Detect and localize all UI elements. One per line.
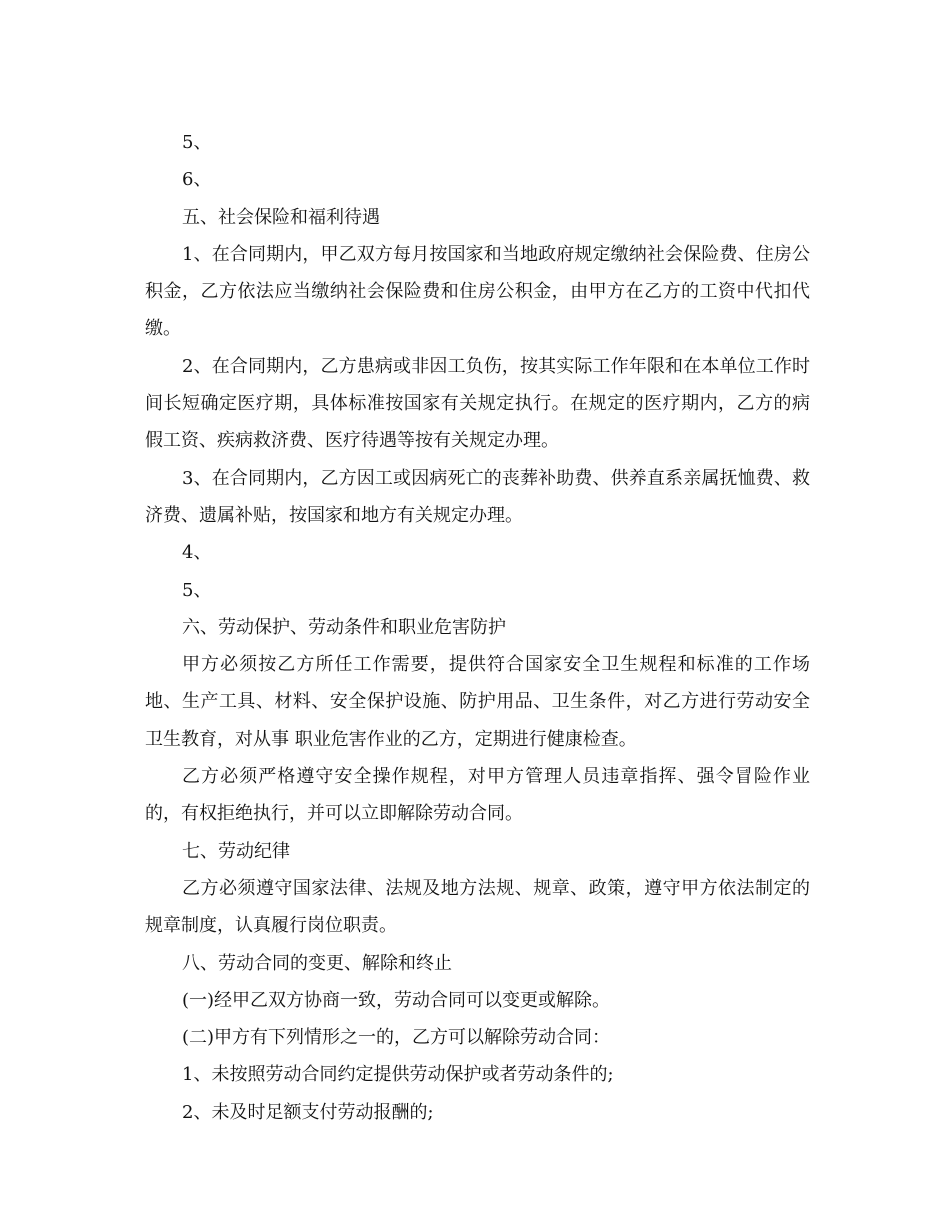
clause-mutual-agreement: (一)经甲乙双方协商一致，劳动合同可以变更或解除。 — [182, 989, 611, 1011]
clause-employee-termination-rights: (二)甲方有下列情形之一的，乙方可以解除劳动合同： — [182, 1027, 611, 1049]
clause-death-benefits: 3、在合同期内，乙方因工或因病死亡的丧葬补助费、供养直系亲属抚恤费、救济费、遗属补贴，按国家和地方有关规定办理。 — [145, 467, 810, 526]
section-heading-labor-protection: 六、劳动保护、劳动条件和职业危害防护 — [182, 616, 506, 638]
clause-discipline: 乙方必须遵守国家法律、法规及地方法规、规章、政策，遵守甲方依法制定的规章制度，认真履行岗位职责。 — [145, 877, 810, 937]
list-number-6: 6、 — [182, 169, 212, 191]
clause-medical-period: 2、在合同期内，乙方患病或非因工负伤，按其实际工作年限和在本单位工作时间长短确定医疗期，具体标准按国家有关规定执行。在规定的医疗期内，乙方的病假工资、疾病救济费、医疗待遇等按有关规定办理。 — [145, 355, 810, 452]
list-item-payment: 2、未及时足额支付劳动报酬的; — [182, 1101, 434, 1123]
clause-employer-safety-duties: 甲方必须按乙方所任工作需要，提供符合国家安全卫生规程和标准的工作场地、生产工具、材料、安全保护设施、防护用品、卫生条件，对乙方进行劳动安全卫生教育，对从事 职业危害作业的乙方，定期进行健康检查。 — [145, 654, 810, 750]
section-heading-contract-change: 八、劳动合同的变更、解除和终止 — [182, 952, 452, 974]
document-page — [145, 124, 810, 1131]
clause-social-insurance-payment: 1、在合同期内，甲乙双方每月按国家和当地政府规定缴纳社会保险费、住房公积金，乙方依法应当缴纳社会保险费和住房公积金，由甲方在乙方的工资中代扣代缴。 — [145, 243, 810, 340]
section-heading-social-insurance: 五、社会保险和福利待遇 — [182, 206, 380, 228]
list-number-5-second: 5、 — [182, 579, 212, 601]
section-heading-labor-discipline: 七、劳动纪律 — [182, 840, 290, 862]
clause-employee-safety-rules: 乙方必须严格遵守安全操作规程，对甲方管理人员违章指挥、强令冒险作业的，有权拒绝执行，并可以立即解除劳动合同。 — [145, 766, 810, 825]
list-number-4: 4、 — [182, 542, 212, 564]
list-item-protection-conditions: 1、未按照劳动合同约定提供劳动保护或者劳动条件的; — [182, 1064, 614, 1086]
list-number-5: 5、 — [182, 132, 212, 153]
